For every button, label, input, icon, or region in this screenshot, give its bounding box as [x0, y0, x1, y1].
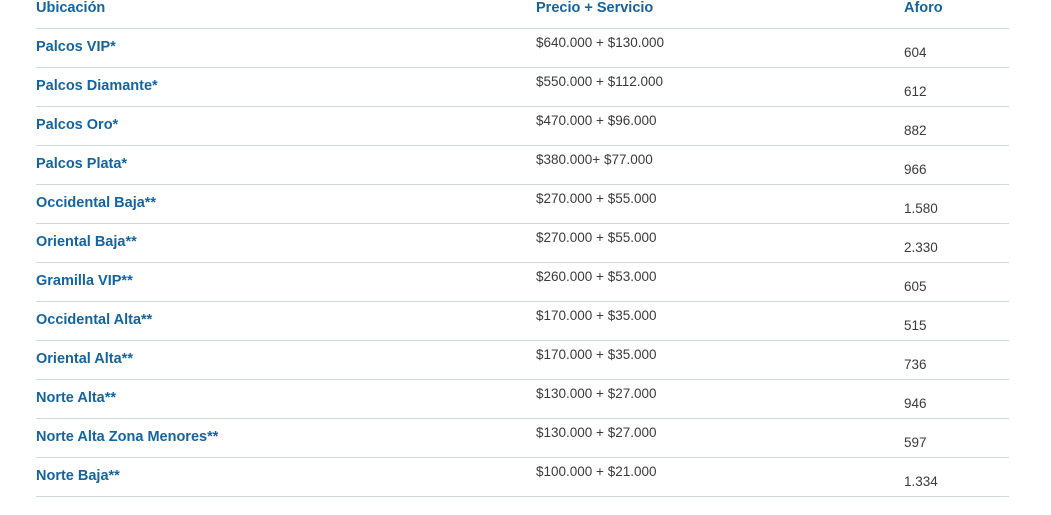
- cell-location: [36, 224, 536, 263]
- price-text: $100.000 + $21.000: [536, 463, 657, 479]
- location-text: Oriental Baja**: [36, 234, 137, 251]
- capacity-text: 1.334: [904, 473, 938, 489]
- table-row: [36, 224, 1009, 263]
- cell-price: [536, 458, 904, 497]
- cell-location: [36, 302, 536, 341]
- cell-location: [36, 29, 536, 68]
- table-row: [36, 302, 1009, 341]
- table-row: [36, 107, 1009, 146]
- location-text: Norte Alta Zona Menores**: [36, 429, 219, 446]
- capacity-text: 946: [904, 395, 927, 411]
- capacity-text: 1.580: [904, 200, 938, 216]
- capacity-text: 2.330: [904, 239, 938, 255]
- price-text: $380.000+ $77.000: [536, 151, 653, 167]
- cell-capacity: [904, 302, 1009, 341]
- column-header-location: Ubicación: [36, 0, 536, 29]
- cell-price: [536, 302, 904, 341]
- table-row: [36, 146, 1009, 185]
- cell-capacity: [904, 185, 1009, 224]
- price-text: $130.000 + $27.000: [536, 385, 657, 401]
- cell-location: [36, 419, 536, 458]
- cell-price: [536, 68, 904, 107]
- table-row: [36, 380, 1009, 419]
- cell-price: [536, 146, 904, 185]
- cell-price: [536, 224, 904, 263]
- cell-location: [36, 68, 536, 107]
- cell-location: [36, 263, 536, 302]
- location-text: Norte Baja**: [36, 468, 120, 485]
- cell-location: [36, 185, 536, 224]
- location-text: Palcos Diamante*: [36, 78, 158, 95]
- cell-location: [36, 380, 536, 419]
- cell-capacity: [904, 419, 1009, 458]
- location-text: Occidental Baja**: [36, 195, 157, 212]
- cell-capacity: [904, 341, 1009, 380]
- price-text: $640.000 + $130.000: [536, 34, 664, 50]
- cell-location: [36, 146, 536, 185]
- capacity-text: 604: [904, 44, 927, 60]
- price-text: $170.000 + $35.000: [536, 346, 657, 362]
- column-header-capacity: Aforo: [904, 0, 1009, 29]
- price-text: $270.000 + $55.000: [536, 190, 657, 206]
- capacity-text: 515: [904, 317, 927, 333]
- capacity-text: 612: [904, 83, 927, 99]
- location-text: Norte Alta**: [36, 390, 117, 407]
- cell-price: [536, 29, 904, 68]
- location-text: Occidental Alta**: [36, 312, 153, 329]
- cell-capacity: [904, 29, 1009, 68]
- price-text: $550.000 + $112.000: [536, 73, 663, 89]
- capacity-text: 882: [904, 122, 927, 138]
- location-text: Palcos Oro*: [36, 117, 119, 134]
- cell-capacity: [904, 458, 1009, 497]
- table-row: [36, 29, 1009, 68]
- table-body: [36, 29, 1009, 497]
- pricing-table: [36, 0, 1009, 497]
- cell-capacity: [904, 146, 1009, 185]
- cell-price: [536, 380, 904, 419]
- location-text: Palcos Plata*: [36, 156, 128, 173]
- capacity-text: 605: [904, 278, 927, 294]
- table-row: [36, 458, 1009, 497]
- table-row: [36, 341, 1009, 380]
- capacity-text: 966: [904, 161, 927, 177]
- cell-capacity: [904, 380, 1009, 419]
- location-text: Oriental Alta**: [36, 351, 133, 368]
- location-text: Palcos VIP*: [36, 39, 116, 56]
- cell-location: [36, 458, 536, 497]
- price-text: $130.000 + $27.000: [536, 424, 657, 440]
- cell-price: [536, 107, 904, 146]
- cell-capacity: [904, 68, 1009, 107]
- table-header: [36, 0, 1009, 29]
- cell-price: [536, 185, 904, 224]
- cell-location: [36, 341, 536, 380]
- price-text: $260.000 + $53.000: [536, 268, 657, 284]
- cell-capacity: [904, 224, 1009, 263]
- location-text: Gramilla VIP**: [36, 273, 133, 290]
- price-text: $270.000 + $55.000: [536, 229, 657, 245]
- table-row: [36, 263, 1009, 302]
- table-row: [36, 185, 1009, 224]
- price-text: $170.000 + $35.000: [536, 307, 657, 323]
- table-row: [36, 419, 1009, 458]
- cell-capacity: [904, 107, 1009, 146]
- table-row: [36, 68, 1009, 107]
- capacity-text: 597: [904, 434, 927, 450]
- cell-capacity: [904, 263, 1009, 302]
- cell-location: [36, 107, 536, 146]
- price-text: $470.000 + $96.000: [536, 112, 657, 128]
- capacity-text: 736: [904, 356, 927, 372]
- cell-price: [536, 341, 904, 380]
- table-header-row: [36, 0, 1009, 29]
- column-header-price: Precio + Servicio: [536, 0, 904, 29]
- cell-price: [536, 419, 904, 458]
- cell-price: [536, 263, 904, 302]
